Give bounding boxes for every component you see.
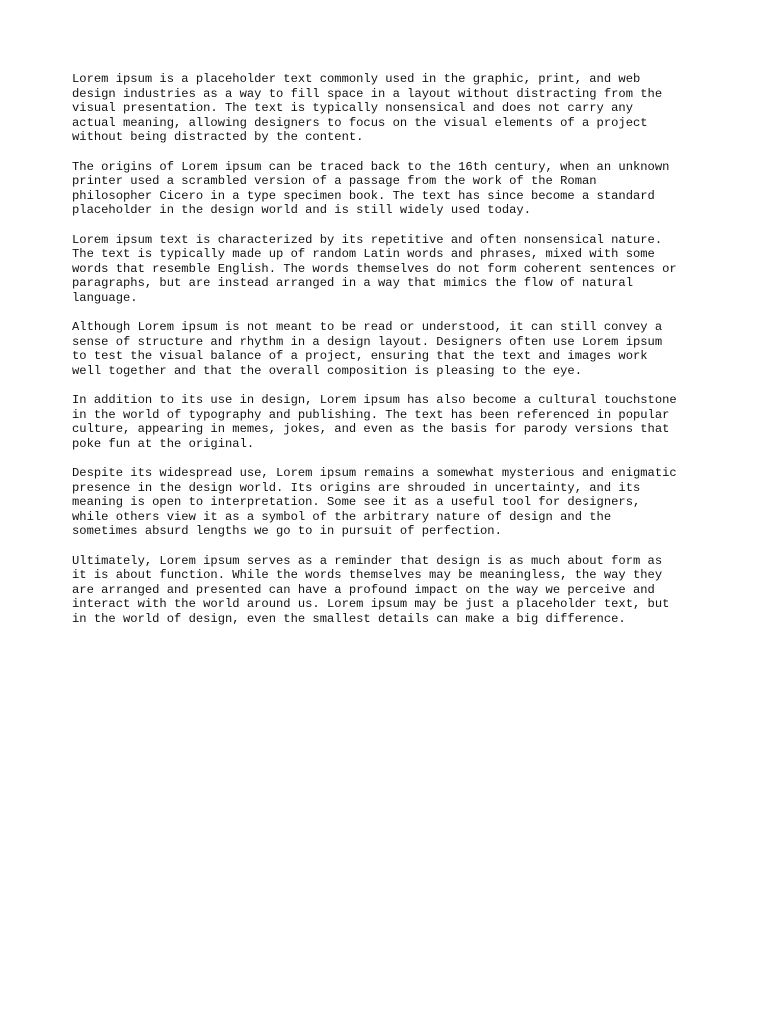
- paragraph-6: Despite its widespread use, Lorem ipsum remains a somewhat mysterious and enigmatic presence in the design world. Its origins are shrouded in uncertainty, and its meaning is open to interpretation. Some see it as a useful tool for designers, while others view it as a symbol of the arbitrary nature of design and the sometimes absurd lengths we go to in pursuit of perfection.: [72, 466, 677, 539]
- paragraph-3: Lorem ipsum text is characterized by its repetitive and often nonsensical nature. The text is typically made up of random Latin words and phrases, mixed with some words that resemble English. The words themselves do not form coherent sentences or paragraphs, but are instead arranged in a way that mimics the flow of natural language.: [72, 232, 677, 305]
- document-page: [72, 72, 712, 641]
- paragraph-4: Although Lorem ipsum is not meant to be read or understood, it can still convey a sense of structure and rhythm in a design layout. Designers often use Lorem ipsum to test the visual balance of a project, ensuring that the text and images work well together and that the overall composition is pleasing to the eye.: [72, 320, 663, 378]
- paragraph-7: Ultimately, Lorem ipsum serves as a reminder that design is as much about form as it is about function. While the words themselves may be meaningless, the way they are arranged and presented can have a profound impact on the way we perceive and interact with the world around us. Lorem ipsum may be just a placeholder text, but in the world of design, even the smallest details can make a big difference.: [72, 553, 670, 626]
- paragraph-5: In addition to its use in design, Lorem ipsum has also become a cultural touchstone in the world of typography and publishing. The text has been referenced in popular culture, appearing in memes, jokes, and even as the basis for parody versions that poke fun at the original.: [72, 393, 677, 451]
- paragraph-2: The origins of Lorem ipsum can be traced back to the 16th century, when an unknown printer used a scrambled version of a passage from the work of the Roman philosopher Cicero in a type specimen book. The text has since become a standard placeholder in the design world and is still widely used today.: [72, 159, 670, 218]
- paragraph-1: Lorem ipsum is a placeholder text commonly used in the graphic, print, and web design industries as a way to fill space in a layout without distracting from the visual presentation. The text is typically nonsensical and does not carry any actual meaning, allowing designers to focus on the visual elements of a project without being distracted by the content.: [72, 72, 663, 145]
